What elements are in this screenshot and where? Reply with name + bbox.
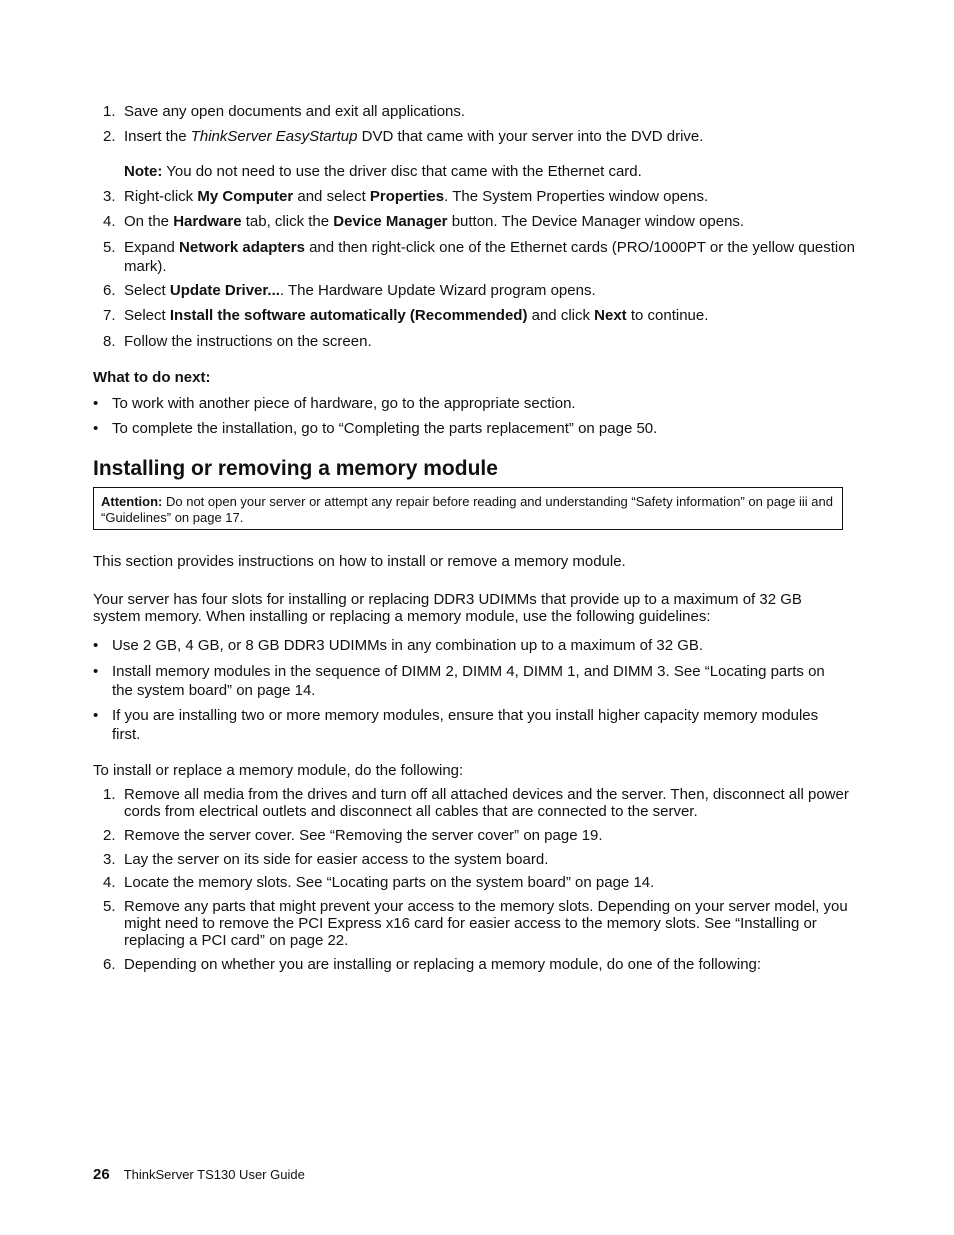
step-1 — [93, 103, 876, 121]
step-number: 5. — [103, 239, 116, 256]
bullet-text: Use 2 GB, 4 GB, or 8 GB DDR3 UDIMMs in any combination up to a maximum of 32 GB. — [112, 637, 704, 654]
ui-term: Device Manager — [333, 213, 448, 230]
note — [124, 163, 844, 181]
step-text: Remove any parts that might prevent your access to the memory slots. Depending on your server model, you might need to remove the PCI Express x16 card for easier access to the memory slots. See “Installing or replacing a PCI card” on page 22. — [124, 898, 848, 949]
attention-box — [93, 487, 843, 530]
step-6 — [93, 282, 876, 300]
step-text-post: DVD that came with your server into the DVD drive. — [357, 128, 704, 145]
step-number: 2. — [103, 827, 116, 844]
guideline-2 — [93, 662, 832, 700]
step-text: button. The Device Manager window opens. — [447, 213, 745, 230]
step-number: 5. — [103, 898, 116, 915]
step-number: 3. — [103, 188, 116, 205]
step-2 — [93, 128, 876, 146]
step-text: Select — [124, 307, 170, 324]
intro-paragraph-1: This section provides instructions on how to install or remove a memory module. — [93, 553, 626, 570]
procedure-intro: To install or replace a memory module, do the following: — [93, 762, 464, 779]
bullet-icon: • — [93, 420, 99, 437]
step-7 — [93, 307, 876, 325]
step-text: Follow the instructions on the screen. — [124, 333, 372, 350]
bullet-icon: • — [93, 707, 99, 724]
step-text: . The System Properties window opens. — [444, 188, 709, 205]
step-number: 4. — [103, 874, 116, 891]
note-text: You do not need to use the driver disc that came with the Ethernet card. — [162, 163, 642, 180]
procedure-step-5 — [93, 898, 876, 949]
step-text: Depending on whether you are installing or replacing a memory module, do one of the following: — [124, 956, 762, 973]
bullet-text: To complete the installation, go to “Completing the parts replacement” on page 50. — [112, 420, 658, 437]
product-name: ThinkServer EasyStartup — [190, 128, 358, 145]
guideline-3 — [93, 706, 832, 744]
step-text: and select — [293, 188, 370, 205]
ui-term: My Computer — [197, 188, 294, 205]
step-text: Expand — [124, 239, 180, 256]
step-text: Remove all media from the drives and turn off all attached devices and the server. Then, disconnect all power cords from electrical outlets and disconnect all cables that are connected to the server. — [124, 786, 849, 820]
ui-term: Next — [594, 307, 627, 324]
ui-term: Properties — [369, 188, 445, 205]
procedure-step-4 — [93, 874, 876, 892]
ui-term: Hardware — [173, 213, 242, 230]
step-text: tab, click the — [241, 213, 334, 230]
step-text: to continue. — [626, 307, 709, 324]
section-title: Installing or removing a memory module — [93, 457, 498, 480]
step-text: Lay the server on its side for easier access to the system board. — [124, 851, 549, 868]
procedure-step-3 — [93, 851, 876, 869]
ui-term: Update Driver... — [169, 282, 280, 299]
bullet-icon: • — [93, 395, 99, 412]
note-label: Note: — [124, 163, 163, 180]
step-4 — [93, 213, 876, 231]
step-8 — [93, 333, 876, 351]
step-text: Save any open documents and exit all applications. — [124, 103, 466, 120]
step-5 — [93, 238, 876, 276]
step-number: 6. — [103, 282, 116, 299]
step-text: Remove the server cover. See “Removing the server cover” on page 19. — [124, 827, 603, 844]
ui-term: Network adapters — [179, 239, 305, 256]
page-footer — [93, 1166, 305, 1183]
step-text: . The Hardware Update Wizard program opens. — [279, 282, 596, 299]
step-text: and then right-click one of the Ethernet cards (PRO/1000PT or the yellow question mark). — [124, 239, 855, 275]
step-text: Right-click — [124, 188, 198, 205]
bullet-text: Install memory modules in the sequence of DIMM 2, DIMM 4, DIMM 1, and DIMM 3. See “Locating parts on the system board” on page 14. — [112, 663, 825, 699]
step-number: 4. — [103, 213, 116, 230]
next-bullet-2 — [93, 420, 864, 438]
step-text: Select — [124, 282, 170, 299]
guide-title: ThinkServer TS130 User Guide — [123, 1167, 305, 1182]
attention-label: Attention: — [101, 494, 163, 509]
next-bullet-1 — [93, 395, 864, 413]
procedure-step-1 — [93, 786, 876, 820]
bullet-text: If you are installing two or more memory modules, ensure that you install higher capacity memory modules first. — [112, 707, 819, 743]
procedure-step-2 — [93, 827, 876, 845]
step-number: 1. — [103, 786, 116, 803]
step-number: 1. — [103, 103, 116, 120]
step-number: 6. — [103, 956, 116, 973]
attention-text: Do not open your server or attempt any repair before reading and understanding “Safety information” on page iii and “Guidelines” on page 17. — [101, 494, 833, 525]
step-number: 7. — [103, 307, 116, 324]
step-text: and click — [527, 307, 595, 324]
step-3 — [93, 188, 876, 206]
what-to-do-next-heading: What to do next: — [93, 369, 211, 386]
guideline-1 — [93, 637, 864, 655]
step-text: On the — [124, 213, 174, 230]
step-text: Locate the memory slots. See “Locating parts on the system board” on page 14. — [124, 874, 655, 891]
bullet-icon: • — [93, 663, 99, 680]
bullet-icon: • — [93, 637, 99, 654]
step-number: 3. — [103, 851, 116, 868]
step-number: 2. — [103, 128, 116, 145]
procedure-step-6 — [93, 956, 876, 974]
step-number: 8. — [103, 333, 116, 350]
intro-paragraph-2: Your server has four slots for installing or replacing DDR3 UDIMMs that provide up to a maximum of 32 GB system memory. When installing or replacing a memory module, use the following guidelines: — [93, 591, 802, 625]
step-text-pre: Insert the — [124, 128, 191, 145]
page-number: 26 — [93, 1166, 110, 1183]
bullet-text: To work with another piece of hardware, go to the appropriate section. — [112, 395, 576, 412]
ui-term: Install the software automatically (Recommended) — [169, 307, 528, 324]
